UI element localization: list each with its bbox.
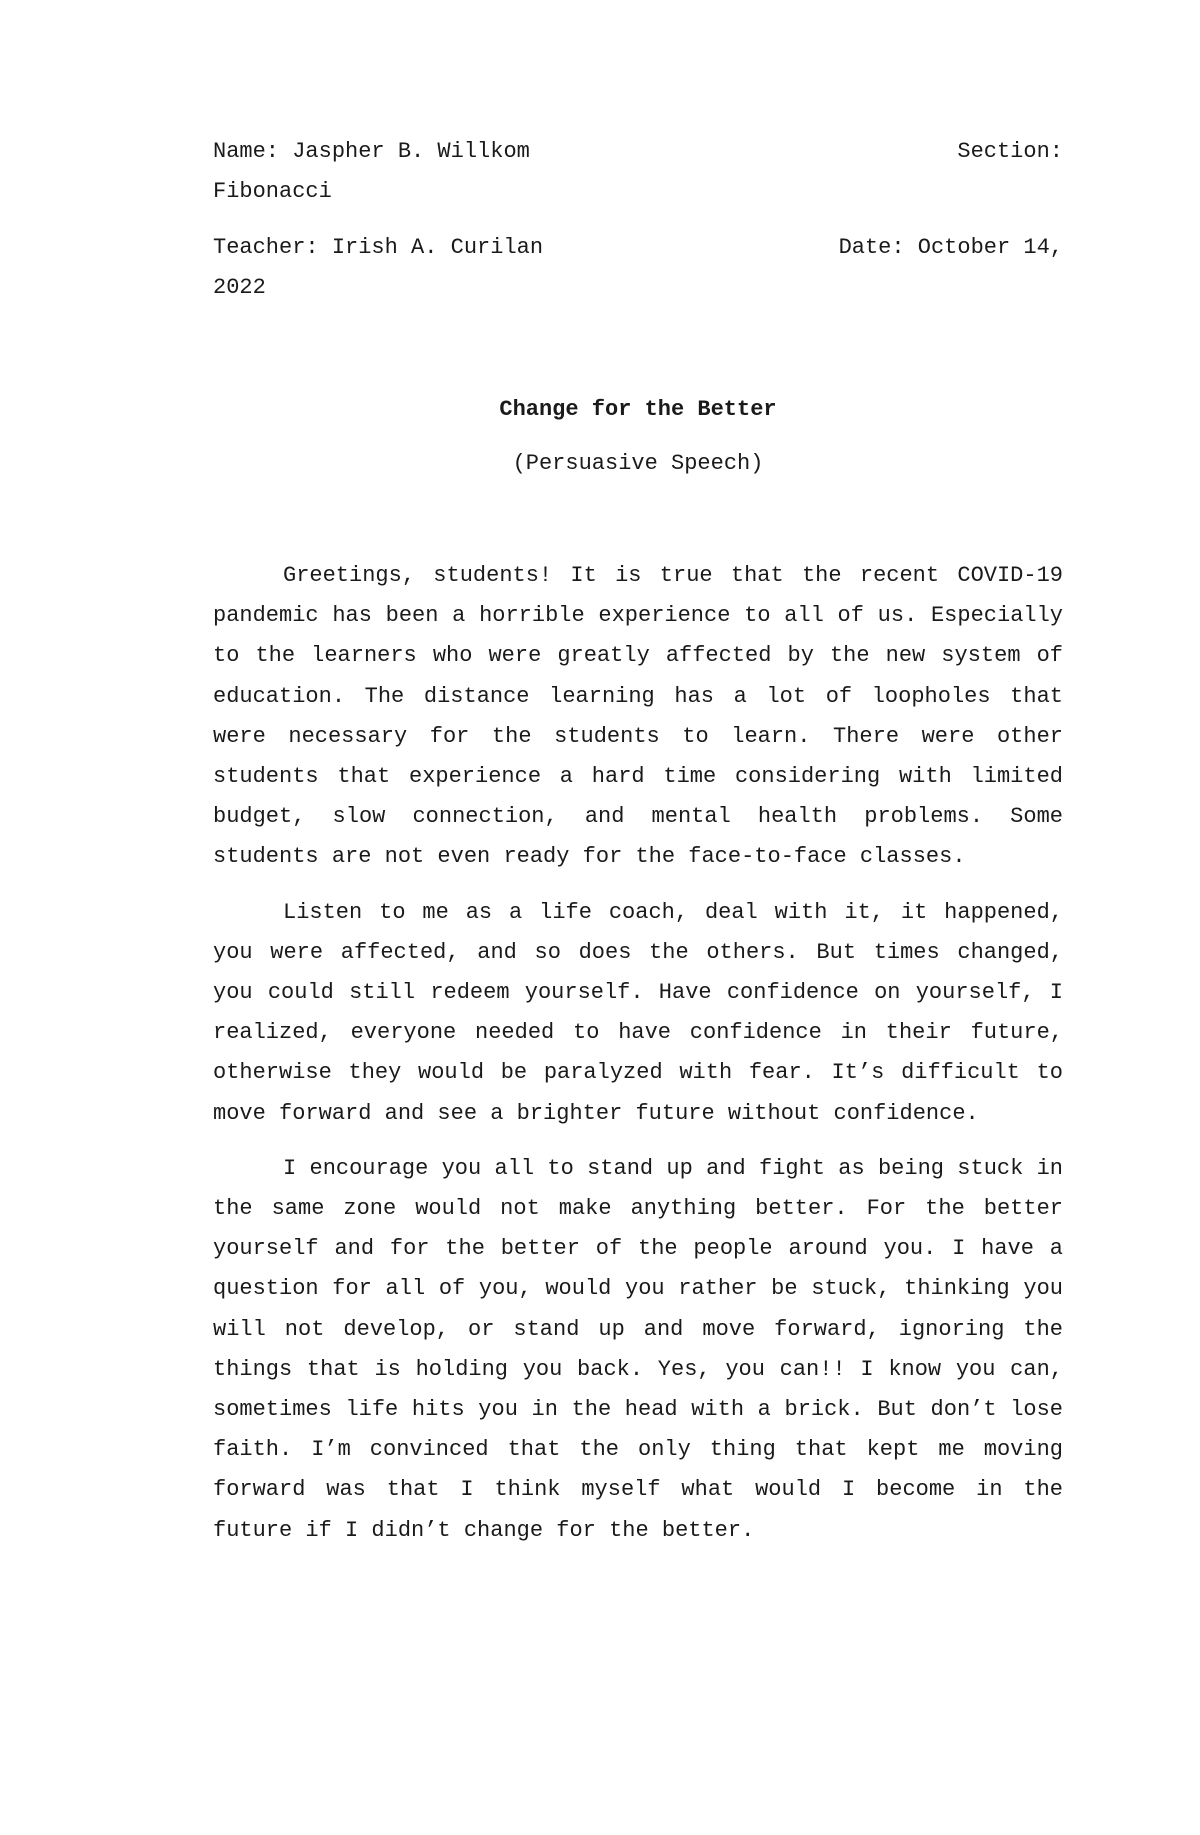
document-subtitle: (Persuasive Speech): [512, 451, 764, 476]
teacher-name: Teacher: Irish A. Curilan: [213, 235, 544, 260]
date-label: Date: October 14,: [838, 235, 1063, 260]
document-body: [213, 556, 1063, 1551]
document-page: [213, 132, 1063, 1566]
header-name-row: [213, 132, 1063, 172]
paragraph: Greetings, students! It is true that the recent COVID-19 pandemic has been a horrible experience to all of us. Especially to the learners who were greatly affected by the new system of education. The distance learning has a lot of loopholes that were necessary for the students to learn. There were other students that experience a hard time considering with limited budget, slow connection, and mental health problems. Some students are not even ready for the face-to-face classes.: [213, 563, 1063, 870]
section-label: Section:: [957, 139, 1063, 164]
section-value: Fibonacci: [213, 179, 332, 204]
student-name: Name: Jaspher B. Willkom: [213, 139, 530, 164]
header-teacher-row: [213, 228, 1063, 268]
date-year: 2022: [213, 275, 266, 300]
paragraph: I encourage you all to stand up and fight as being stuck in the same zone would not make anything better. For the better yourself and for the better of the people around you. I have a question for all of you, would you rather be stuck, thinking you will not develop, or stand up and move forward, ignoring the things that is holding you back. Yes, you can!! I know you can, sometimes life hits you in the head with a brick. But don’t lose faith. I’m convinced that the only thing that kept me moving forward was that I think myself what would I become in the future if I didn’t change for the better.: [213, 1155, 1063, 1543]
document-title: Change for the Better: [499, 397, 777, 422]
paragraph: Listen to me as a life coach, deal with it, it happened, you were affected, and so does the others. But times changed, you could still redeem yourself. Have confidence on yourself, I realized, everyone needed to have confidence in their future, otherwise they would be paralyzed with fear. It’s difficult to move forward and see a brighter future without confidence.: [213, 899, 1063, 1126]
